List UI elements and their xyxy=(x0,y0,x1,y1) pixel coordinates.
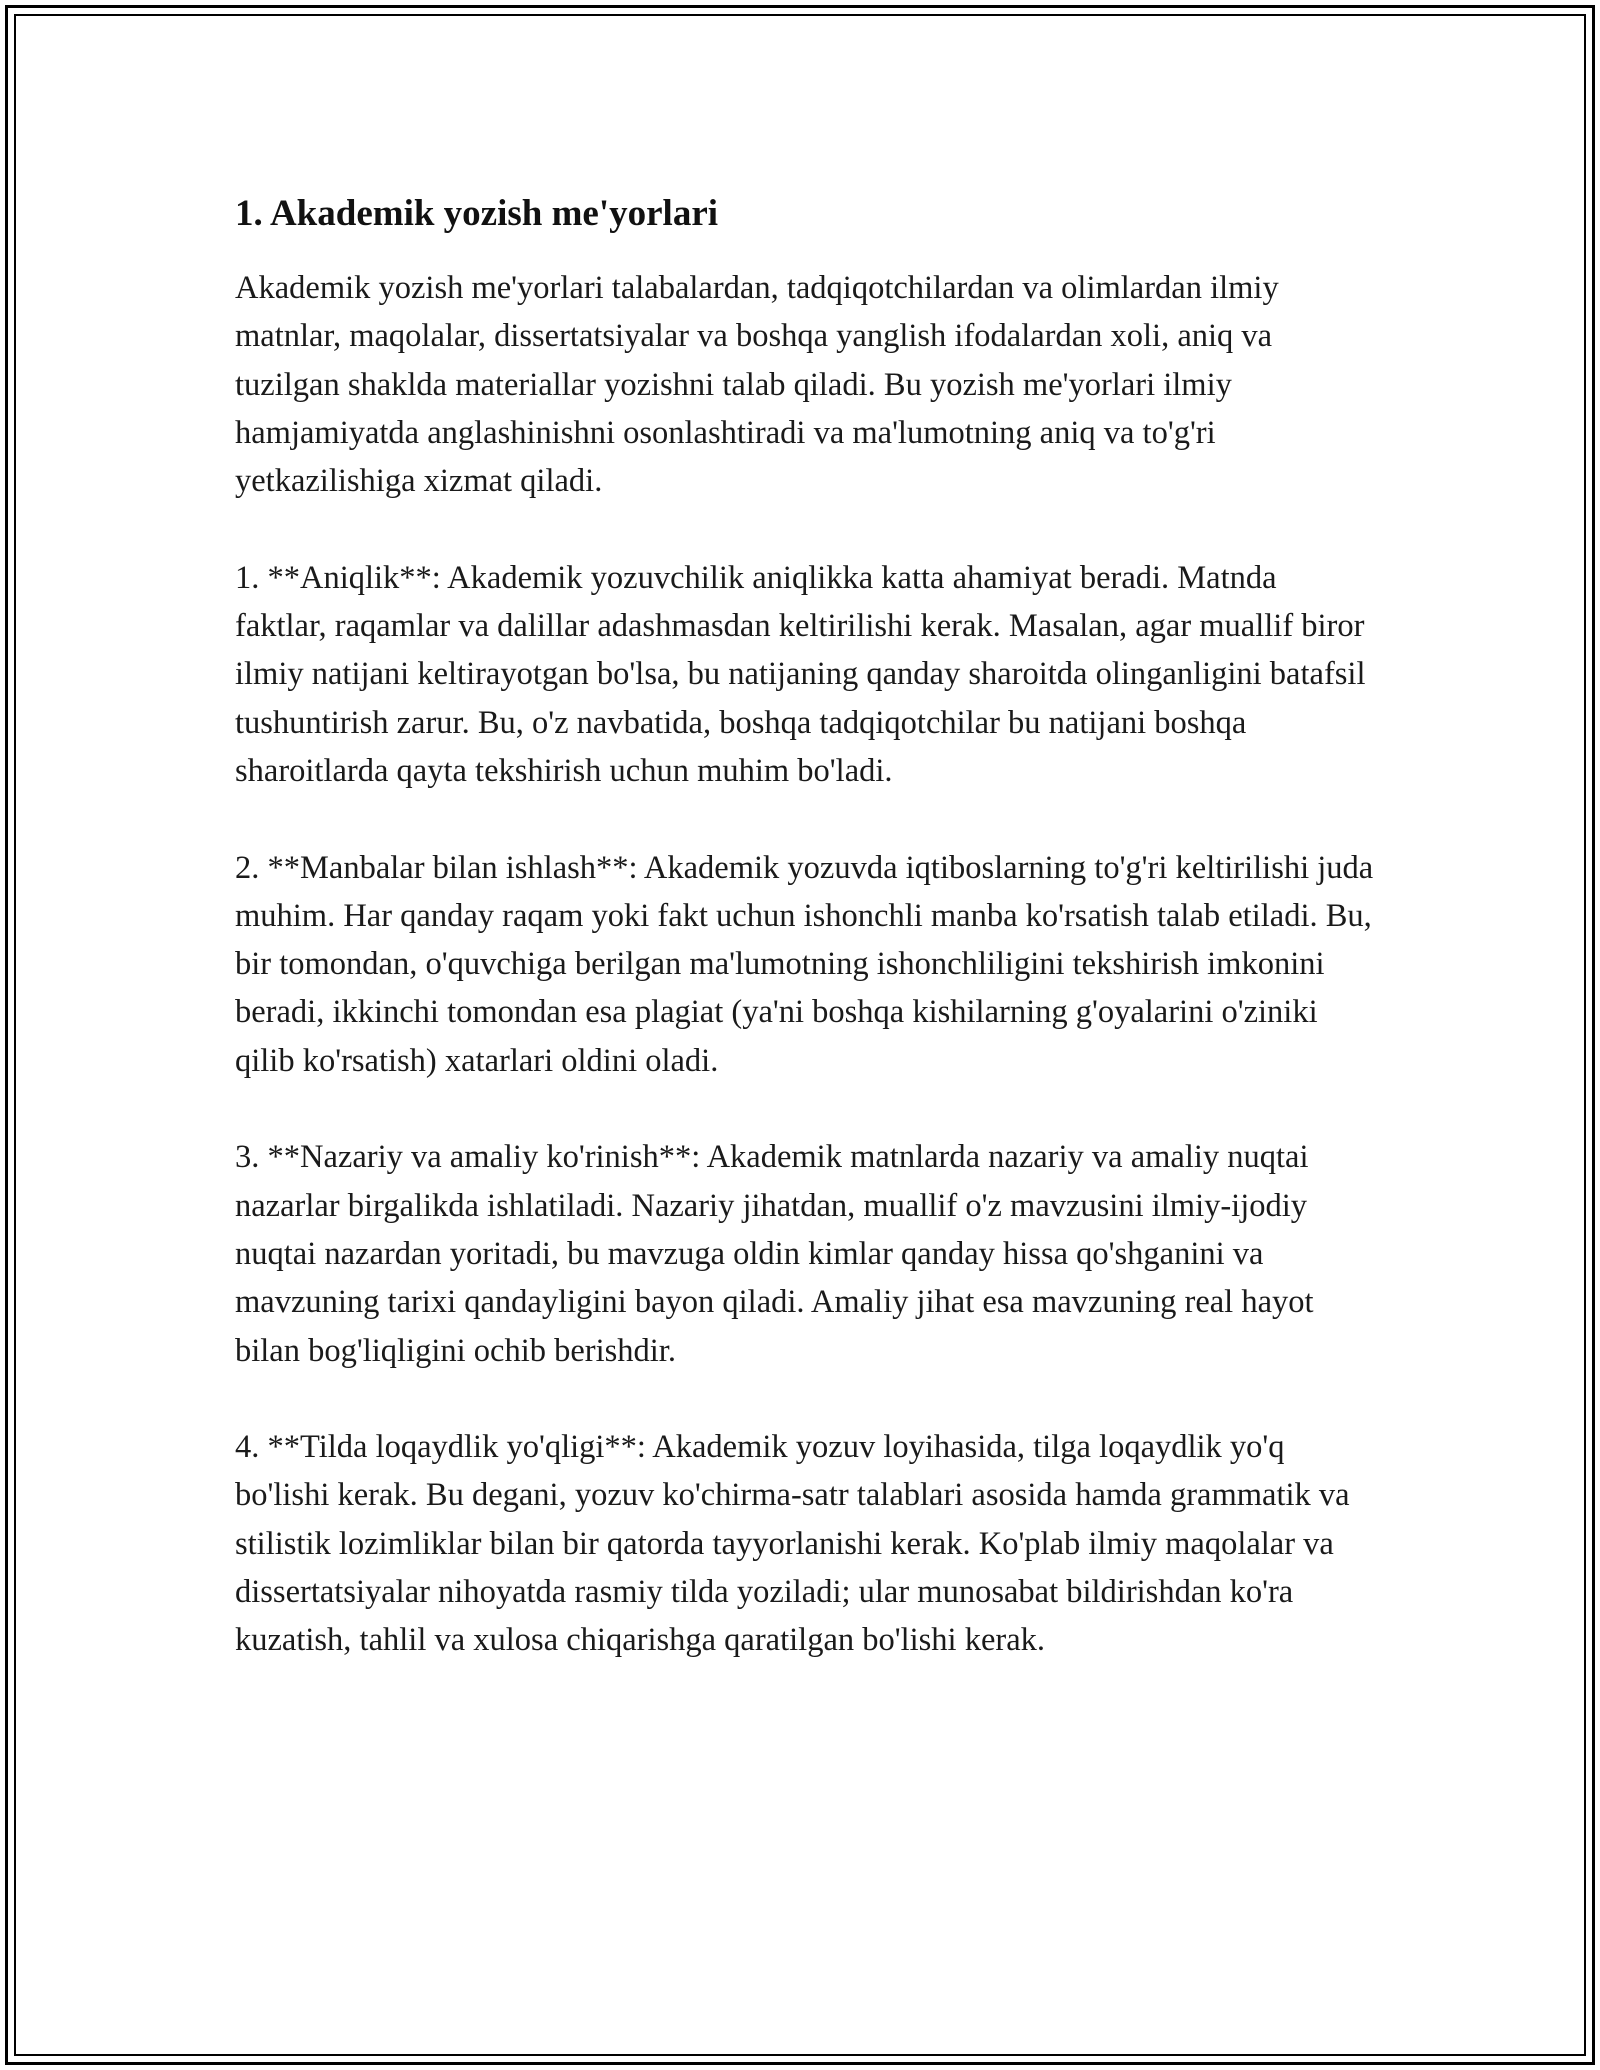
section-title: 1. Akademik yozish me'yorlari xyxy=(235,193,719,234)
document-body xyxy=(235,188,1375,1713)
paragraph-language: 4. **Tilda loqaydlik yo'qligi**: Akademik yozuv loyihasida, tilga loqaydlik yo'q bo'lishi kerak. Bu degani, yozuv ko'chirma-satr talablari asosida hamda grammatik va stilistik lozimliklar bilan bir qatorda tayyorlanishi kerak. Ko'plab ilmiy maqolalar va dissertatsiyalar nihoyatda rasmiy tilda yoziladi; ular munosabat bildirishdan ko'ra kuzatish, tahlil va xulosa chiqarishga qaratilgan bo'lishi kerak. xyxy=(235,1429,1350,1659)
intro-paragraph: Akademik yozish me'yorlari talabalardan, tadqiqotchilardan va olimlardan ilmiy matnlar, maqolalar, dissertatsiyalar va boshqa yanglish ifodalardan xoli, aniq va tuzilgan shaklda materiallar yozishni talab qiladi. Bu yozish me'yorlari ilmiy hamjamiyatda anglashinishni osonlashtiradi va ma'lumotning aniq va to'g'ri yetkazilishiga xizmat qiladi. xyxy=(235,270,1279,500)
paragraph-sources: 2. **Manbalar bilan ishlash**: Akademik yozuvda iqtiboslarning to'g'ri keltirilishi juda muhim. Har qanday raqam yoki fakt uchun ishonchli manba ko'rsatish talab etiladi. Bu, bir tomondan, o'quvchiga berilgan ma'lumotning ishonchliligini tekshirish imkonini beradi, ikkinchi tomondan esa plagiat (ya'ni boshqa kishilarning g'oyalarini o'ziniki qilib ko'rsatish) xatarlari oldini oladi. xyxy=(235,849,1374,1079)
paragraph-theory-practice: 3. **Nazariy va amaliy ko'rinish**: Akademik matnlarda nazariy va amaliy nuqtai nazarlar birgalikda ishlatiladi. Nazariy jihatdan, muallif o'z mavzusini ilmiy-ijodiy nuqtai nazardan yoritadi, bu mavzuga oldin kimlar qanday hissa qo'shganini va mavzuning tarixi qandayligini bayon qiladi. Amaliy jihat esa mavzuning real hayot bilan bog'liqligini ochib berishdir. xyxy=(235,1139,1314,1369)
paragraph-accuracy: 1. **Aniqlik**: Akademik yozuvchilik aniqlikka katta ahamiyat beradi. Matnda faktlar, raqamlar va dalillar adashmasdan keltirilishi kerak. Masalan, agar muallif biror ilmiy natijani keltirayotgan bo'lsa, bu natijaning qanday sharoitda olinganligini batafsil tushuntirish zarur. Bu, o'z navbatida, boshqa tadqiqotchilar bu natijani boshqa sharoitlarda qayta tekshirish uchun muhim bo'ladi. xyxy=(235,559,1366,789)
